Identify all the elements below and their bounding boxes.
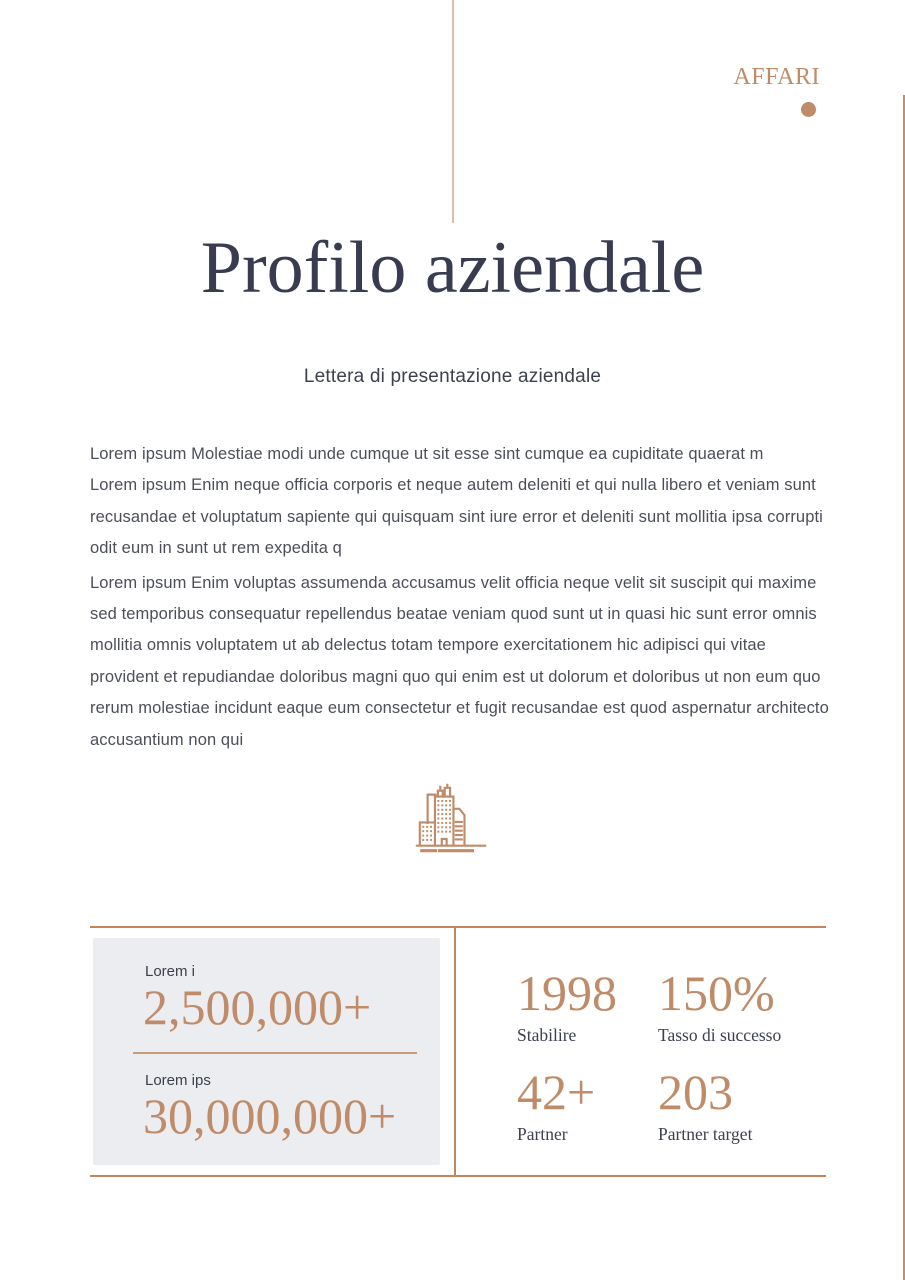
brand-dot-icon <box>801 102 816 117</box>
text-line: provident et repudiandae doloribus magni quo qui enim est ut dolorum et doloribus ut non eum quo <box>90 667 821 686</box>
highlight-value: 2,500,000+ <box>143 979 372 1035</box>
text-line: Lorem ipsum Enim neque officia corporis et neque autem deleniti et qui nulla libero et veniam sunt <box>90 476 816 495</box>
brand-logo: AFFARI <box>733 64 820 90</box>
metric-label: Partner <box>517 1124 568 1144</box>
text-line: Lorem ipsum Enim voluptas assumenda accusamus velit officia neque velit sit suscipit qui maxime <box>90 573 817 592</box>
intro-letter-text <box>90 439 830 756</box>
metric-value: 1998 <box>517 965 617 1021</box>
text-line: odit eum in sunt ut rem expedita q <box>90 539 342 558</box>
stats-vertical-divider-line <box>454 926 456 1176</box>
metric-established <box>517 967 658 1046</box>
stats-bottom-divider-line <box>90 1175 826 1177</box>
stats-top-divider-line <box>90 926 826 928</box>
text-line: rerum molestiae incidunt eaque eum consectetur et fugit recusandae est quod aspernatur architecto <box>90 699 829 718</box>
metric-value: 203 <box>658 1064 733 1120</box>
page-subtitle: Lettera di presentazione aziendale <box>303 366 602 387</box>
metric-label: Tasso di successo <box>658 1025 782 1045</box>
page-title: Profilo aziendale <box>200 227 705 309</box>
highlight-value: 30,000,000+ <box>143 1088 397 1144</box>
paragraph <box>90 439 830 565</box>
text-line: mollitia omnis voluptatem ut ab delectus totam tempore exercitationem hic adipisci qui vitae <box>90 636 766 655</box>
paragraph <box>90 568 830 756</box>
text-line: sed temporibus consequatur repellendus beatae veniam quod sunt ut in quasi hic sunt error omnis <box>90 605 817 624</box>
text-line: Lorem ipsum Molestiae modi unde cumque ut sit esse sint cumque ea cupiditate quaerat m <box>90 445 764 463</box>
highlight-divider-line <box>133 1052 417 1054</box>
metric-label: Partner target <box>658 1124 753 1144</box>
top-center-divider-line <box>452 0 454 223</box>
text-line: recusandae et voluptatum sapiente qui quisquam sint iure error et deleniti sunt mollitia ipsa corrupti <box>90 507 823 526</box>
metrics-grid <box>517 967 781 1145</box>
city-buildings-icon <box>413 783 491 855</box>
highlight-label: Lorem i <box>145 963 196 980</box>
metric-value: 42+ <box>517 1064 596 1120</box>
metric-value: 150% <box>658 965 775 1021</box>
metric-success-rate <box>658 967 781 1046</box>
metric-label: Stabilire <box>517 1025 577 1045</box>
text-line: accusantium non qui <box>90 730 244 749</box>
metric-partner-target <box>658 1066 781 1145</box>
highlight-stats-box <box>93 938 440 1165</box>
highlight-label: Lorem ips <box>145 1072 211 1089</box>
metric-partners <box>517 1066 658 1145</box>
